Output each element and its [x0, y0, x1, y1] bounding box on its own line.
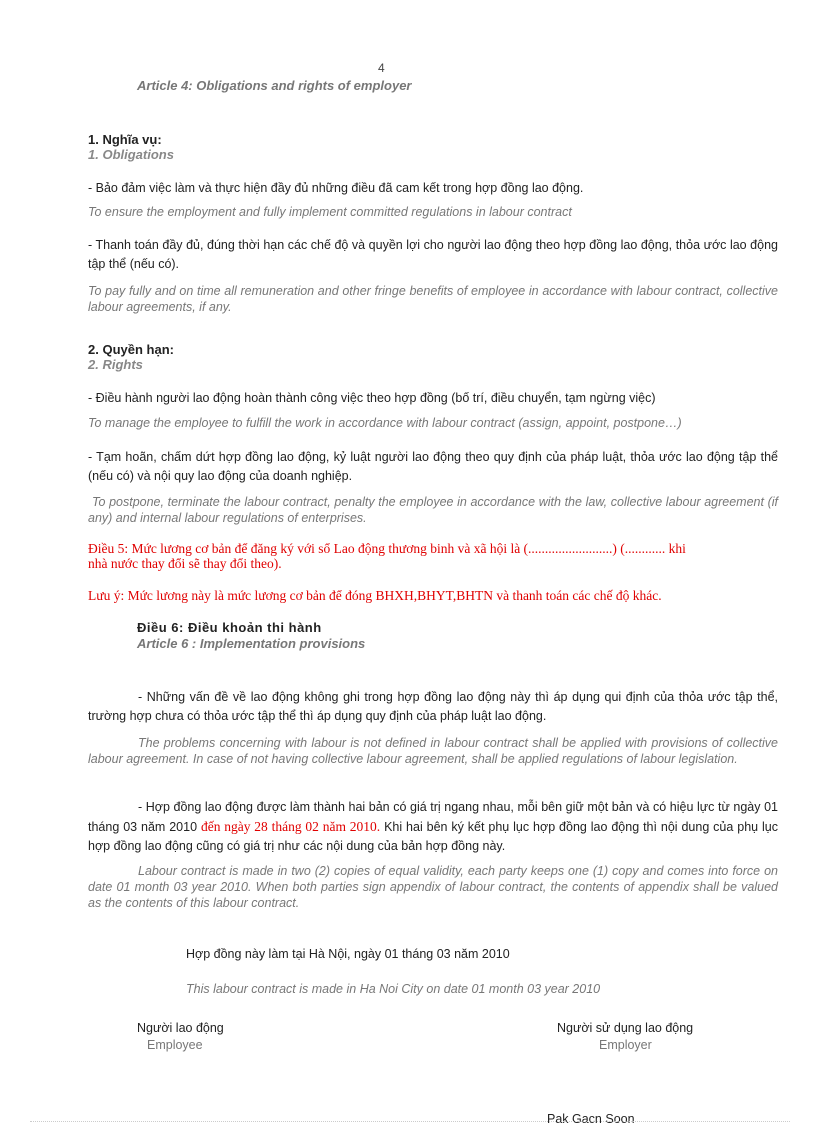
- made-at-en: This labour contract is made in Ha Noi City on date 01 month 03 year 2010: [186, 982, 601, 996]
- obligation-1-vn: - Bảo đảm việc làm và thực hiện đầy đủ những điều đã cam kết trong hợp đồng lao động.: [88, 181, 584, 195]
- article6-title-en: Article 6 : Implementation provisions: [137, 636, 366, 651]
- right-2-en: To postpone, terminate the labour contract, penalty the employee in accordance with the law, collective labour agreement (if any) and internal labour regulations of enterprises.: [88, 495, 778, 525]
- obligation-2-en: To pay fully and on time all remuneration and other fringe benefits of employee in accordance with labour contract, collective labour agreements, if any.: [88, 284, 778, 314]
- rights-heading-vn: 2. Quyền hạn:: [88, 342, 174, 357]
- made-at-vn: Hợp đồng này làm tại Hà Nội, ngày 01 tháng 03 năm 2010: [186, 947, 510, 961]
- employer-label-en: Employer: [599, 1038, 652, 1052]
- article4-title: Article 4: Obligations and rights of employer: [137, 78, 412, 93]
- article6-p1-en: The problems concerning with labour is not defined in labour contract shall be applied with provisions of collective labour agreement. In case of not having collective labour agreement, shall be applied regulations of labour legislation.: [88, 736, 778, 766]
- page-divider: [30, 1121, 790, 1122]
- right-1-vn: - Điều hành người lao động hoàn thành công việc theo hợp đồng (bố trí, điều chuyển, tạm ngừng việc): [88, 391, 656, 405]
- article5-line1: Điều 5: Mức lương cơ bản để đăng ký với sổ Lao động thương binh và xã hội là (.........................) (............ khi: [88, 541, 686, 556]
- employee-label-vn: Người lao động: [137, 1021, 224, 1035]
- article6-p2-vn-a: - Hợp đồng lao động được làm thành hai bản có giá trị ngang nhau, mỗi bên giữ một bản và có hiệu lực từ ngày 01 tháng 03 năm 2010: [88, 800, 778, 834]
- obligation-1-en: To ensure the employment and fully implement committed regulations in labour contract: [88, 205, 572, 219]
- article6-p2-vn-red: đến ngày 28 tháng 02 năm 2010.: [200, 819, 381, 834]
- article5-note: Lưu ý: Mức lương này là mức lương cơ bản để đóng BHXH,BHYT,BHTN và thanh toán các chế độ khác.: [88, 588, 662, 603]
- right-1-en: To manage the employee to fulfill the work in accordance with labour contract (assign, appoint, postpone…): [88, 416, 682, 430]
- article6-p1-vn: - Những vấn đề về lao động không ghi trong hợp đồng lao động này thì áp dụng qui định của thỏa ước tập thể, trường hợp chưa có thỏa ước tập thể thì áp dụng quy định của pháp luật lao động.: [88, 690, 778, 723]
- employee-label-en: Employee: [147, 1038, 203, 1052]
- employer-name: Pak Gacn Soon: [547, 1112, 635, 1126]
- obligation-2-vn: - Thanh toán đầy đủ, đúng thời hạn các chế độ và quyền lợi cho người lao động theo hợp đồng lao động, thỏa ước lao động tập thể (nếu có).: [88, 238, 778, 271]
- obligations-heading-en: 1. Obligations: [88, 147, 174, 162]
- article6-p2-vn-b: Khi hai bên ký kết phụ lục hợp đồng lao động thì nội dung của phụ lục hợp đồng lao động cũng có giá trị như các nội dung của bản hợp đồng này.: [88, 820, 778, 853]
- rights-heading-en: 2. Rights: [88, 357, 143, 372]
- employer-label-vn: Người sử dụng lao động: [557, 1021, 694, 1035]
- article6-p2-en: Labour contract is made in two (2) copies of equal validity, each party keeps one (1) copy and comes into force on date 01 month 03 year 2010. When both parties sign appendix of labour contract, the contents of appendix shall be valued as the contents of this labour contract.: [88, 864, 778, 910]
- article6-p2-vn: [88, 798, 778, 856]
- article6-title-vn: Điều 6: Điều khoản thi hành: [137, 620, 322, 635]
- article5-line2: nhà nước thay đổi sẽ thay đổi theo).: [88, 556, 282, 571]
- right-2-vn: - Tạm hoãn, chấm dứt hợp đồng lao động, kỷ luật người lao động theo quy định của pháp luật, thỏa ước lao động tập thể (nếu có) và nội quy lao động của doanh nghiệp.: [88, 450, 778, 483]
- obligations-heading-vn: 1. Nghĩa vụ:: [88, 132, 162, 147]
- page-number: 4: [378, 61, 385, 75]
